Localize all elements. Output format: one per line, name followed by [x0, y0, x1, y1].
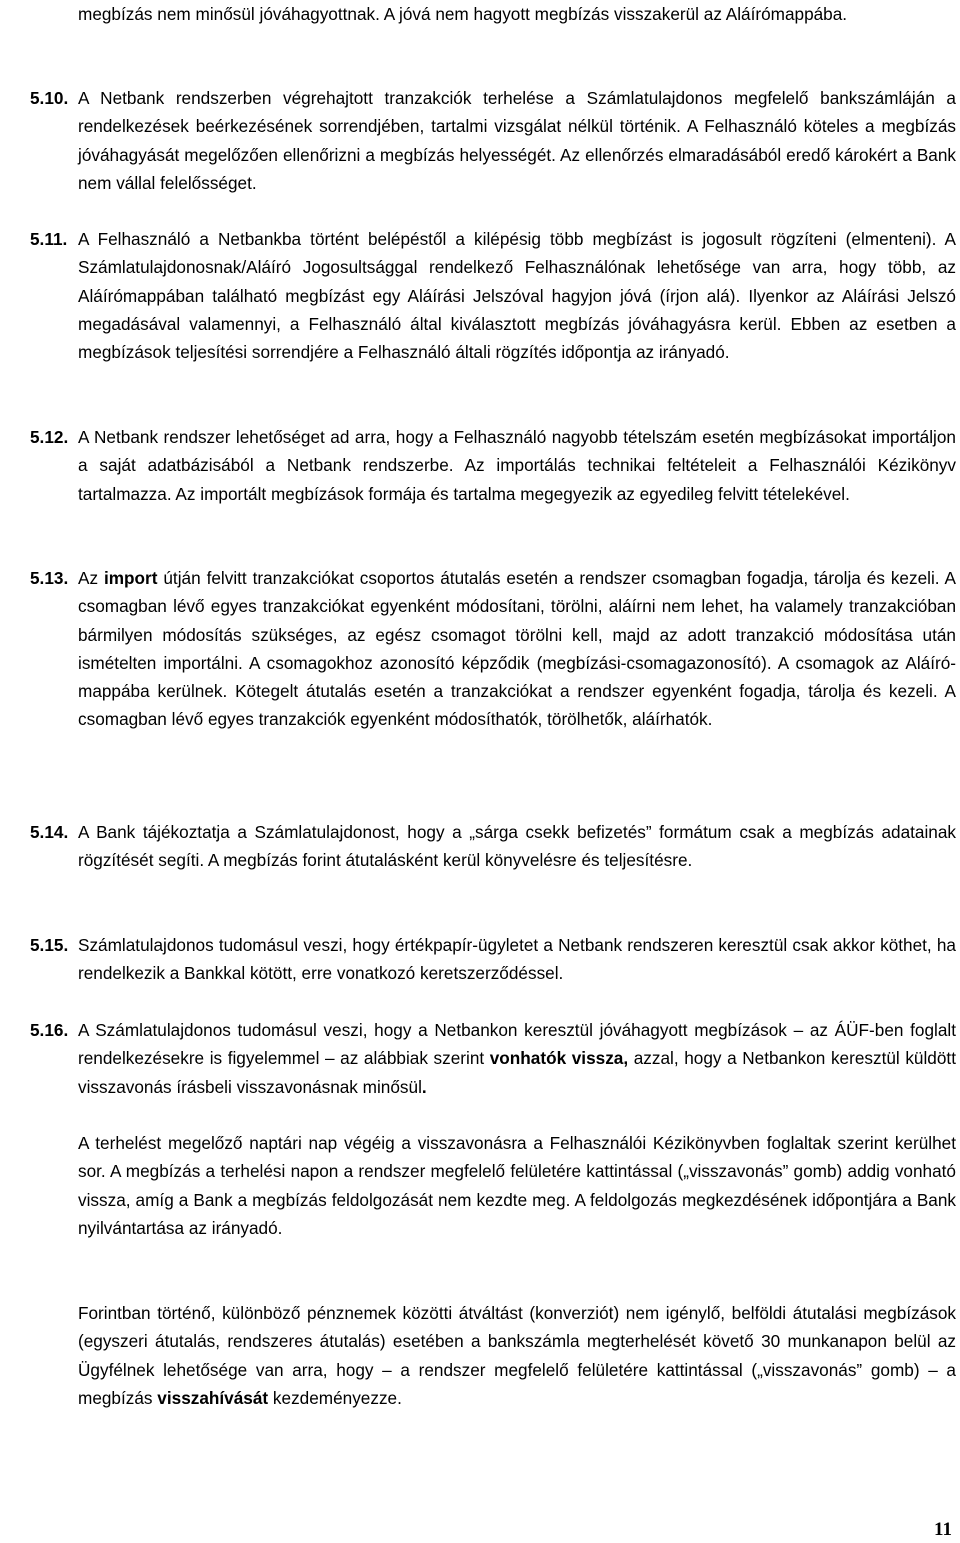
- section-5-16-paragraph-b: A terhelést megelőző naptári nap végéig a visszavonásra a Felhasználói Kézikönyvben foglaltak szerint kerülhet sor. A megbízás a terhelési napon a rendszer megfelelő felületére kattintással („visszavonás” gomb) addig vonható vissza, amíg a Bank a megbízás feldolgozását nem kezdte meg. A feldolgozás megkezdésének időpontjára a Bank nyilvántartása az irányadó.: [78, 1133, 956, 1238]
- section-number-5-12: 5.12.: [30, 427, 69, 447]
- section-text-5-11: A Felhasználó a Netbankba történt belépéstől a kilépésig több megbízást is jogosult rögzíteni (elmenteni). A Számlatulajdonosnak/Aláíró Jogosultsággal rendelkező Felhasználónak lehetősége van arra, hogy több, az Aláírómappában található megbízást egy Aláírási Jelszóval hagyjon jóvá (írjon alá). Ilyenkor az Aláírási Jelszó megadásával valamennyi, a Felhasználó által kiválasztott megbízás jóváhagyásra kerül. Ebben az esetben a megbízások teljesítési sorrendjére a Felhasználó általi rögzítés időpontja az irányadó.: [78, 229, 956, 363]
- section-number-5-16: 5.16.: [30, 1020, 69, 1040]
- section-text-5-13-bold: import: [103, 568, 158, 588]
- section-5-16-paragraph-c-post: kezdeményezze.: [268, 1387, 402, 1408]
- page-number: 11: [934, 1519, 952, 1540]
- section-text-5-13-post: útján felvitt tranzakciókat csoportos átutalás esetén a rendszer csomagban fogadja, tárolja és kezeli. A csomagban lévő egyes tranzakciókat egyenként módosítani, törölni, aláírni nem lehet, ha valamely tranzakcióban bármilyen módosítás szükséges, az egész csomagot törölni kell, majd az adott tranzakció módosítása után ismételten importálni. A csomagokhoz azonosító képződik (megbízási-csomagazonosító). A csomagok az Aláíró-mappába kerülnek. Kötegelt átutalás esetén a tranzakciókat a rendszer egyenként fogadja, tárolja és kezeli. A csomagban lévő egyes tranzakciók egyenként módosíthatók, törölhetők, aláírhatók.: [78, 568, 956, 730]
- section-text-5-16-post: azzal, hogy a Netbankon keresztül küldött visszavonás írásbeli visszavonásnak minősül: [78, 1048, 956, 1097]
- section-5-16-paragraph-c: [78, 1299, 956, 1412]
- section-text-5-16-pre: A Számlatulajdonos tudomásul veszi, hogy a Netbankon keresztül jóváhagyott megbízások – az ÁÜF-ben foglalt rendelkezésekre is figyelemmel – az alábbiak szerint: [78, 1020, 956, 1069]
- section-text-5-12: A Netbank rendszer lehetőséget ad arra, hogy a Felhasználó nagyobb tételszám esetén megbízásokat importáljon a saját adatbázisából a Netbank rendszerbe. Az importálás technikai feltételeit a Felhasználói Kézikönyv tartalmazza. Az importált megbízások formája és tartalma megegyezik az egyedileg felvitt tételekével.: [78, 427, 956, 504]
- section-number-5-14: 5.14.: [30, 822, 69, 842]
- section-text-5-16-bold-end: .: [421, 1076, 427, 1097]
- section-text-5-10: A Netbank rendszerben végrehajtott tranzakciók terhelése a Számlatulajdonos megfelelő bankszámláján a rendelkezések beérkezésének sorrendjében, tartalmi vizsgálat nélkül történik. A Felhasználó köteles a megbízás jóváhagyását megelőzően ellenőrizni a megbízás helyességét. Az ellenőrzés elmaradásából eredő károkért a Bank nem vállal felelősséget.: [78, 88, 956, 193]
- section-text-5-16-bold: vonhatók vissza,: [489, 1048, 629, 1069]
- section-5-16-paragraph-c-bold: visszahívását: [157, 1387, 269, 1408]
- section-5-16-paragraph-c-pre: Forintban történő, különböző pénznemek közötti átváltást (konverziót) nem igénylő, belföldi átutalási megbízások (egyszeri átutalás, rendszeres átutalás) esetében a bankszámla megterhelését követő 30 munkanapon belül az Ügyfélnek lehetősége van arra, hogy – a rendszer megfelelő felületére kattintással („visszavonás” gomb) – a megbízás: [78, 1303, 956, 1408]
- section-text-5-15: Számlatulajdonos tudomásul veszi, hogy értékpapír-ügyletet a Netbank rendszeren keresztül csak akkor köthet, ha rendelkezik a Bankkal kötött, erre vonatkozó keretszerződéssel.: [78, 935, 956, 984]
- section-number-5-13: 5.13.: [30, 568, 69, 588]
- section-text-5-13: [78, 564, 956, 734]
- section-text-5-13-pre: Az: [78, 568, 104, 588]
- section-text-5-16: [78, 1016, 956, 1101]
- section-number-5-10: 5.10.: [30, 88, 69, 108]
- section-number-5-11: 5.11.: [30, 229, 68, 249]
- section-text-5-14: A Bank tájékoztatja a Számlatulajdonost, hogy a „sárga csekk befizetés” formátum csak a megbízás adatainak rögzítését segíti. A megbízás forint átutalásként kerül könyvelésre és teljesítésre.: [78, 822, 956, 871]
- section-number-5-15: 5.15.: [30, 935, 69, 955]
- intro-paragraph: megbízás nem minősül jóváhagyottnak. A jóvá nem hagyott megbízás visszakerül az Aláírómappába.: [78, 4, 848, 24]
